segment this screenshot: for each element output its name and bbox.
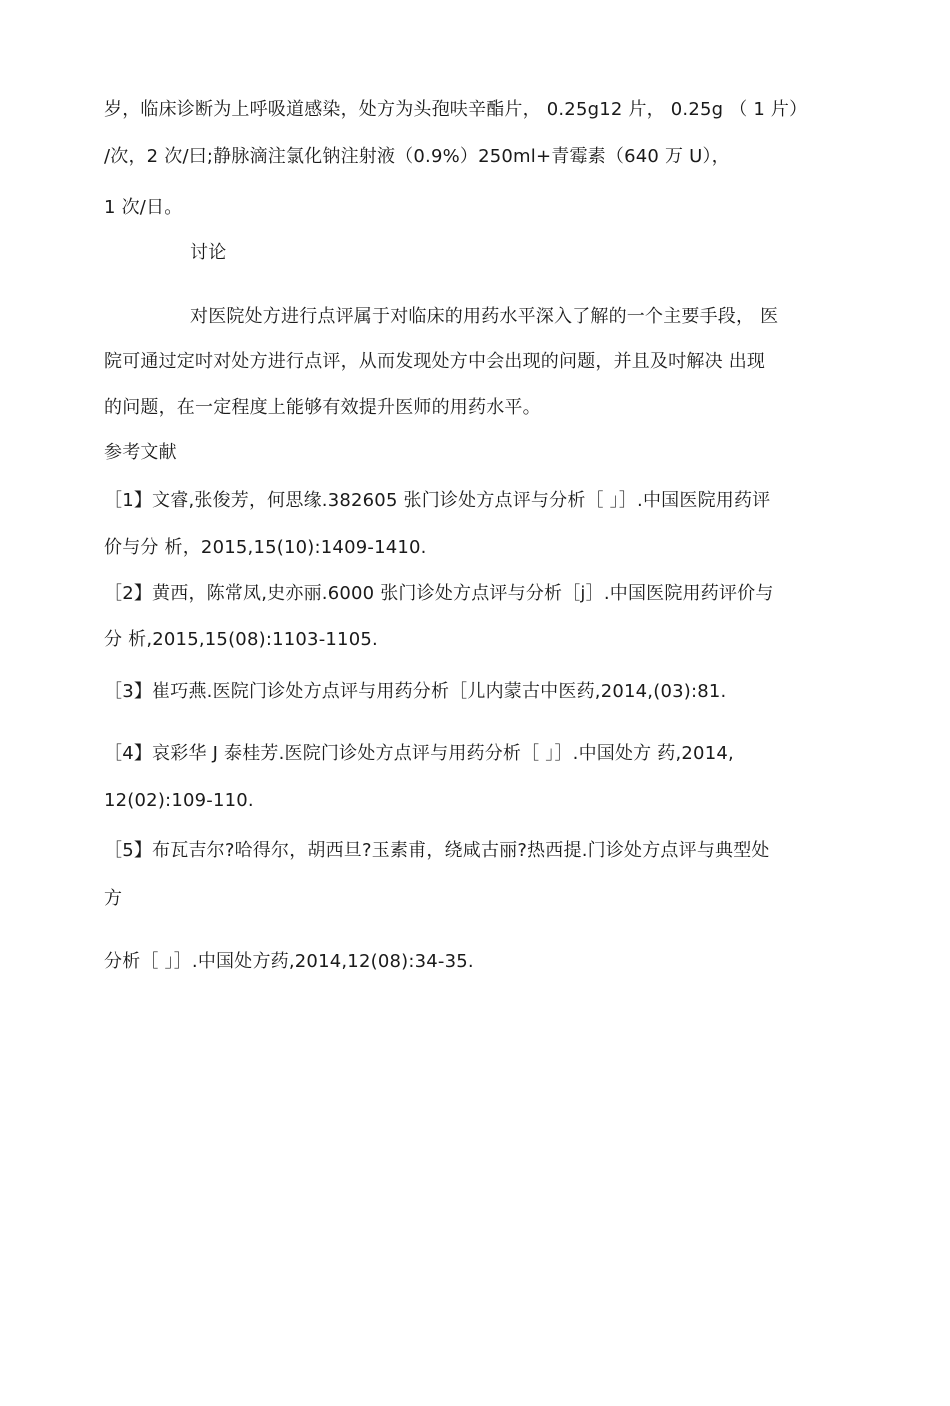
paragraph-1-line-3: 1 次/日。 [104, 197, 183, 218]
reference-4-line-2: 12(02):109-110. [104, 790, 254, 811]
reference-5-line-1: ［5】布瓦吉尔?哈得尔，胡西旦?玉素甫，绕咸古丽?热西提.门诊处方点评与典型处 [104, 840, 770, 861]
paragraph-2-line-2: 院可通过定吋对处方进行点评，从而发现处方中会出现的问题，并且及吋解决 出现 [104, 351, 766, 372]
paragraph-2-line-3: 的问题，在一定程度上能够有效提升医师的用药水平。 [104, 397, 541, 418]
paragraph-1-line-2: /次，2 次/曰;静脉滴注氯化钠注射液（0.9%）250ml+青霉素（640 万 U）， [104, 146, 730, 167]
reference-1-line-1: ［1】文睿,张俊芳，何思缘.382605 张门诊处方点评与分析［ 」］.中国医院用药评 [104, 490, 771, 511]
discussion-heading: 讨论 [190, 242, 227, 263]
reference-2-line-1: ［2】黄西，陈常凤,史亦丽.6000 张门诊处方点评与分析［j］.中国医院用药评价与 [104, 583, 774, 604]
reference-5-line-3: 分析［ 」］.中国处方药,2014,12(08):34-35. [104, 951, 474, 972]
paragraph-1-line-1: 岁，临床诊断为上呼吸道感染，处方为头孢呋辛酯片， 0.25g12 片， 0.25g （ 1 片） [104, 99, 808, 120]
references-heading: 参考文献 [104, 442, 177, 463]
reference-5-line-2: 方 [104, 888, 123, 909]
reference-2-line-2: 分 析,2015,15(08):1103-1105. [104, 629, 378, 650]
reference-3-line-1: ［3】崔巧燕.医院门诊处方点评与用药分析［儿内蒙古中医药,2014,(03):81. [104, 681, 727, 702]
paragraph-2-line-1: 对医院处方进行点评属于对临床的用药水平深入了解的一个主要手段， 医 [190, 306, 779, 327]
reference-1-line-2: 价与分 析，2015,15(10):1409-1410. [104, 537, 427, 558]
reference-4-line-1: ［4】哀彩华 J 泰桂芳.医院门诊处方点评与用药分析［ 」］.中国处方 药,2014, [104, 743, 734, 764]
